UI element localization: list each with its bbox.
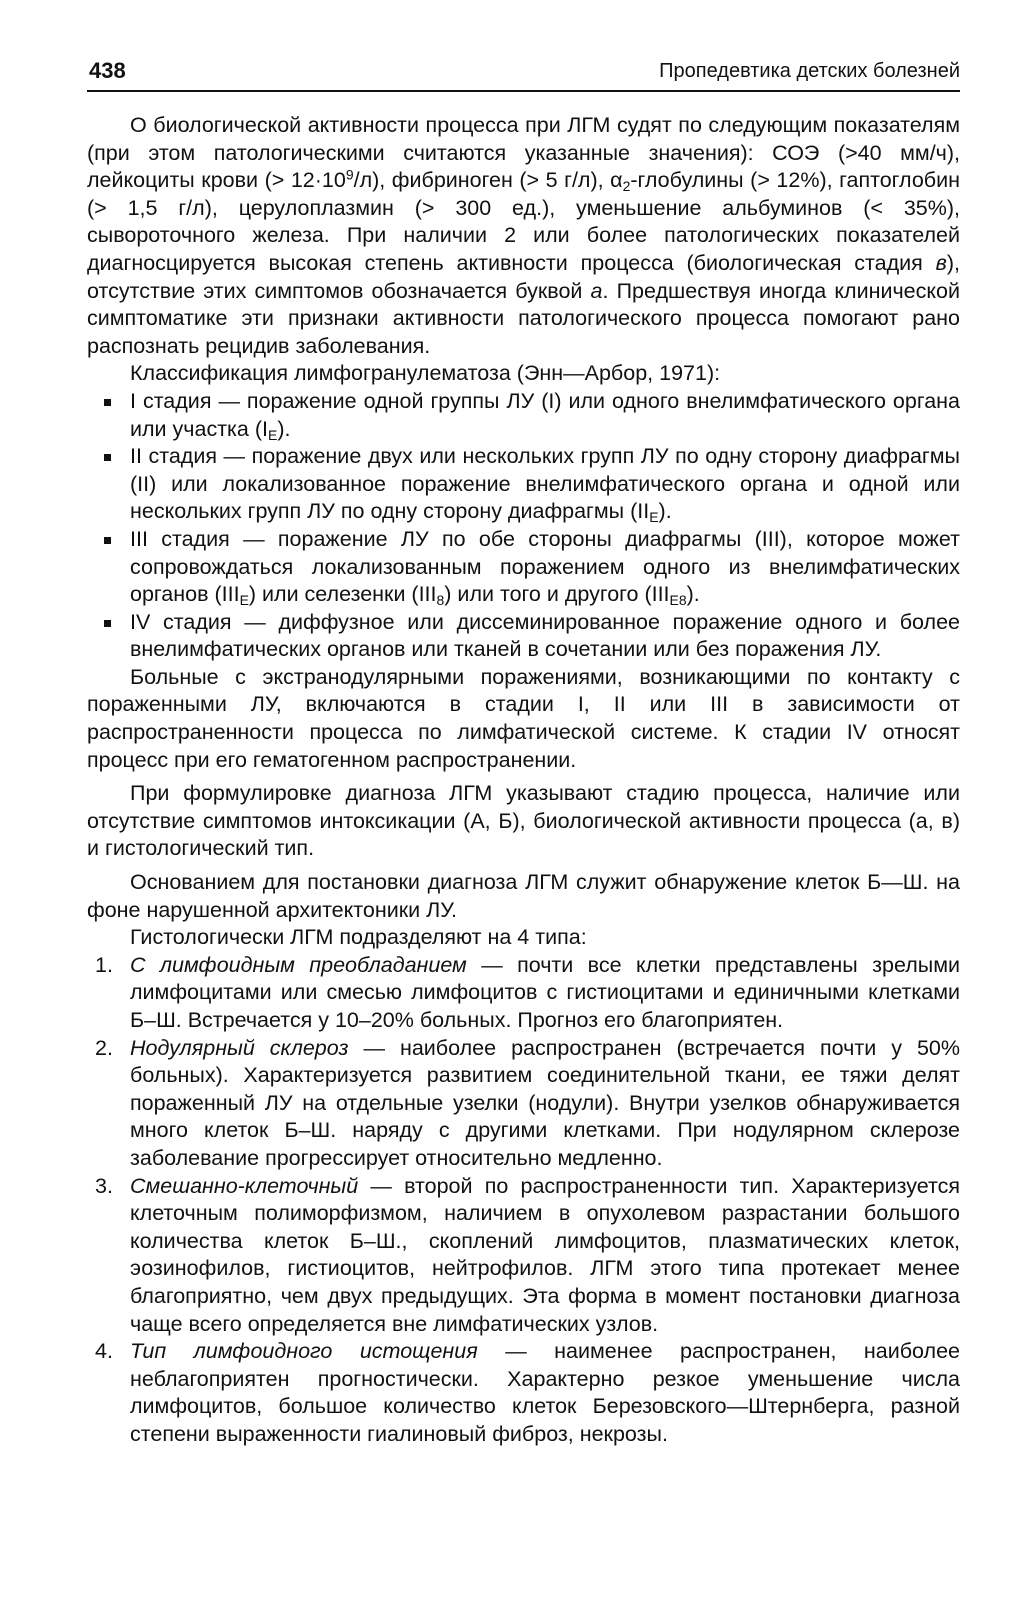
stage-item: III стадия — поражение ЛУ по обе стороны диафрагмы (III), которое может сопровождаться локализованным поражением одного из внелимфатических органов $(III_E)$ или селезенки $(III_8)$ или того и другого $(III_{E8})$.	[87, 526, 960, 609]
item-number: 3.	[95, 1173, 113, 1198]
bullet-icon	[104, 454, 111, 461]
histology-type-list	[87, 952, 960, 1449]
type-name: Тип лимфоидного истощения	[130, 1339, 478, 1364]
type-name: Смешанно-клеточный	[130, 1173, 359, 1198]
bullet-icon	[104, 620, 111, 627]
body-paragraph: Основанием для постановки диагноза ЛГМ служит обнаружение клеток Б—Ш. на фоне нарушенной архитектоники ЛУ.	[87, 870, 960, 922]
activity-paragraph: О биологической активности процесса при ЛГМ судят по следующим показателям (при этом патологическими считаются указанные значения): СОЭ (>40 мм/ч), лейкоциты крови (> $12\cdot 10^9/л$), фибриноген (> 5 г/л), $\alpha_2$-глобулины (> 12%), гаптоглобин (> 1,5 г/л), церулоплазмин (> 300 ед.), уменьшение альбуминов (< 35%), сывороточного железа. При наличии 2 или более патологических показателей диагносцируется высокая степень активности процесса (биологическая стадия в), отсутствие этих симптомов обозначается буквой а. Предшествуя иногда клинической симптоматике эти признаки активности патологического процесса помогают рано распознать рецидив заболевания.	[87, 113, 960, 358]
stage-item: IV стадия — диффузное или диссеминированное поражение одного и более внелимфатических органов или тканей в сочетании или без поражения ЛУ.	[87, 609, 960, 664]
type-name: С лимфоидным преобладанием	[130, 952, 467, 977]
histology-type-item: 2. Нодулярный склероз — наиболее распространен (встречается почти у 50% больных). Характеризуется развитием соединительной ткани, ее тяжи делят пораженный ЛУ на отдельные узелки (нодули). Внутри узелков обнаруживается много клеток Б–Ш. наряду с другими клетками. При нодулярном склерозе заболевание прогрессирует относительно медленно.	[95, 1035, 961, 1170]
bullet-icon	[104, 537, 111, 544]
running-title: Пропедевтика детских болезней	[659, 60, 960, 82]
page-number: 438	[89, 58, 126, 83]
item-number: 1.	[95, 952, 113, 977]
bullet-icon	[104, 399, 111, 406]
item-number: 2.	[95, 1035, 113, 1060]
classification-intro: Классификация лимфогранулематоза (Энн—Арбор, 1971):	[130, 361, 721, 386]
stage-list	[87, 388, 960, 664]
item-number: 4.	[95, 1339, 113, 1364]
book-page	[87, 56, 961, 1446]
stage-item: I стадия — поражение одной группы ЛУ (I) или одного внелимфатического органа или участка $(I_E)$.	[87, 388, 960, 443]
histology-type-item: 4. Тип лимфоидного истощения — наименее распространен, наиболее неблагоприятен прогностически. Характерно резкое уменьшение числа лимфоцитов, большое количество клеток Березовского—Штернберга, разной степени выраженности гиалиновый фиброз, некрозы.	[95, 1339, 960, 1446]
body-paragraph: Больные с экстранодулярными поражениями, возникающими по контакту с пораженными ЛУ, включаются в стадии I, II или III в зависимости от распространенности процесса по лимфатической системе. К стадии IV относят процесс при его гематогенном распространении.	[87, 664, 960, 772]
histology-type-item: 3. Смешанно-клеточный — второй по распространенности тип. Характеризуется клеточным полиморфизмом, наличием в опухолевом разрастании большого количества клеток Б–Ш., скоплений лимфоцитов, плазматических клеток, эозинофилов, гистиоцитов, нейтрофилов. ЛГМ этого типа протекает менее благоприятно, чем двух предыдущих. Эта форма в момент постановки диагноза чаще всего определяется вне лимфатических узлов.	[95, 1173, 960, 1336]
type-name: Нодулярный склероз	[130, 1035, 349, 1060]
body-paragraph: Гистологически ЛГМ подразделяют на 4 типа:	[130, 925, 587, 950]
page-body	[87, 112, 960, 1449]
histology-type-item: 1. С лимфоидным преобладанием — почти все клетки представлены зрелыми лимфоцитами или смесью лимфоцитов с гистиоцитами и единичными клетками Б–Ш. Встречается у 10–20% больных. Прогноз его благоприятен.	[95, 952, 960, 1032]
stage-item: II стадия — поражение двух или нескольких групп ЛУ по одну сторону диафрагмы (II) или локализованное поражение внелимфатического органа и одной или нескольких групп ЛУ по одну сторону диафрагмы $(II_E)$.	[87, 443, 960, 526]
page-header	[87, 56, 960, 92]
body-paragraph: При формулировке диагноза ЛГМ указывают стадию процесса, наличие или отсутствие симптомов интоксикации (А, Б), биологической активности процесса (а, в) и гистологический тип.	[87, 781, 960, 861]
